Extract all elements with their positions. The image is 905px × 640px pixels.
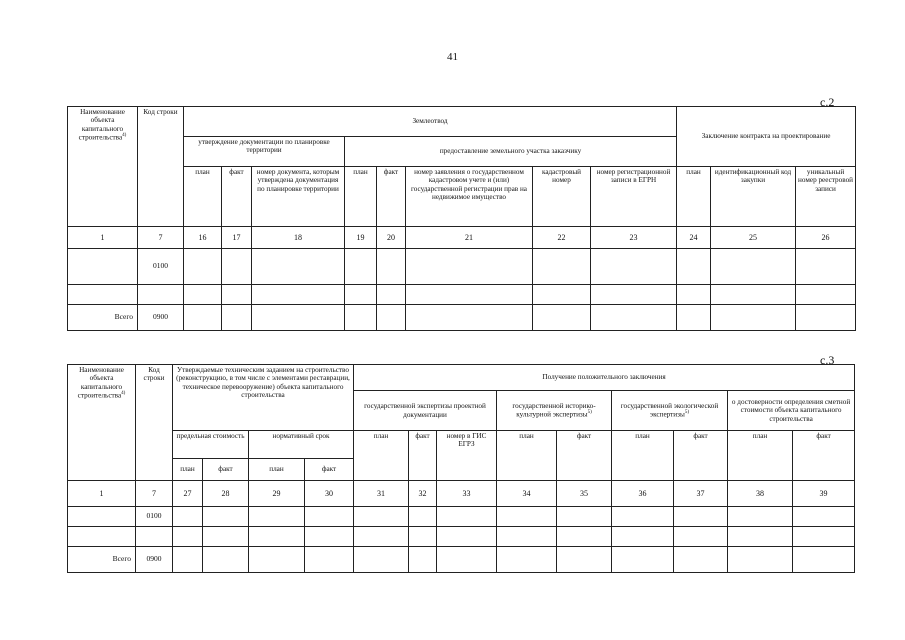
column-number: 1 [68,481,136,507]
total-row [68,305,856,331]
cell [406,249,533,285]
column-number: 36 [612,481,674,507]
cell [68,285,138,305]
cell [406,285,533,305]
column-number: 19 [345,227,377,249]
row-code: 0100 [138,249,184,285]
cell [612,547,674,573]
cell [249,527,305,547]
header-registry-number: уникальный номер реестровой записи [796,167,856,227]
cell [612,507,674,527]
table-row [68,249,856,285]
cell [249,507,305,527]
cell [677,249,711,285]
column-number: 22 [533,227,591,249]
column-number: 27 [173,481,203,507]
cell [557,527,612,547]
column-number: 34 [497,481,557,507]
cell [711,285,796,305]
header-plan: план [173,459,203,481]
cell [533,305,591,331]
header-plot-provision: предоставление земельного участка заказчику [345,137,677,167]
column-number: 33 [437,481,497,507]
column-number: 7 [136,481,173,507]
table-row [68,527,855,547]
header-technical-task: Утверждаемые техническим заданием на строительство (реконструкцию, в том числе с элементами реставрации, техническое перевооружение) объекта капитального строительства [173,365,354,431]
cell [252,249,345,285]
cell [796,305,856,331]
header-max-cost: предельная стоимость [173,431,249,459]
cell [728,507,793,527]
cell [345,285,377,305]
column-number: 16 [184,227,222,249]
cell [377,249,406,285]
header-cadastral-number: кадастровый номер [533,167,591,227]
cell [222,249,252,285]
header-plan: план [612,431,674,481]
total-code: 0900 [136,547,173,573]
header-fact: факт [793,431,855,481]
header-fact: факт [305,459,354,481]
header-row-code: Код строки [138,107,184,227]
header-fact: факт [377,167,406,227]
cell [377,305,406,331]
column-number: 30 [305,481,354,507]
column-number: 7 [138,227,184,249]
cell [409,527,437,547]
cell [591,285,677,305]
header-positive-conclusion: Получение положительного заключения [354,365,855,391]
header-plan: план [497,431,557,481]
column-number: 37 [674,481,728,507]
header-design-contract: Заключение контракта на проектирование [677,107,856,167]
cell [437,527,497,547]
cell [173,507,203,527]
cell [68,527,136,547]
cell [203,507,249,527]
cell [793,507,855,527]
cell [406,305,533,331]
cell [497,547,557,573]
column-number: 24 [677,227,711,249]
column-number: 25 [711,227,796,249]
cell [203,547,249,573]
cell [68,507,136,527]
cell [68,249,138,285]
header-fact: факт [674,431,728,481]
cell [184,285,222,305]
cell [305,527,354,547]
cell [711,305,796,331]
cell [793,547,855,573]
header-historical-expertise: государственной историко-культурной экспертизы$^{5)}$ [497,391,612,431]
cell [557,507,612,527]
total-row [68,547,855,573]
header-fact: факт [557,431,612,481]
cell [249,547,305,573]
cell [252,285,345,305]
header-approval-doc: номер документа, которым утверждена документация по планировке территории [252,167,345,227]
header-plan: план [728,431,793,481]
column-number: 38 [728,481,793,507]
header-plan: план [345,167,377,227]
cell [674,547,728,573]
header-purchase-id: идентификационный код закупки [711,167,796,227]
header-application-number: номер заявления о государственном кадастровом учете и (или) государственной регистрации прав на недвижимое имущество [406,167,533,227]
cell [793,527,855,547]
cell [591,249,677,285]
total-label: Всего [68,547,136,573]
table-row [68,285,856,305]
column-number: 29 [249,481,305,507]
cell [591,305,677,331]
header-fact: факт [203,459,249,481]
header-plan: план [677,167,711,227]
header-plan: план [249,459,305,481]
header-territory-planning: утверждение документации по планировке территории [184,137,345,167]
column-number: 26 [796,227,856,249]
cell [345,249,377,285]
cell [138,285,184,305]
cell [173,527,203,547]
header-egrn-record: номер регистрационной записи в ЕГРН [591,167,677,227]
cell [677,305,711,331]
cell [354,507,409,527]
cell [497,527,557,547]
cell [612,527,674,547]
cell [354,547,409,573]
section-3-label: с.3 [820,353,835,367]
header-estimate-reliability: о достоверности определения сметной стоимости объекта капитального строительства [728,391,855,431]
cell [437,547,497,573]
header-fact: факт [222,167,252,227]
cell [305,547,354,573]
cell [533,249,591,285]
cell [136,527,173,547]
cell [354,527,409,547]
header-land-allotment: Землеотвод [184,107,677,137]
header-state-expertise: государственной экспертизы проектной документации [354,391,497,431]
cell [203,527,249,547]
row-code: 0100 [136,507,173,527]
total-code: 0900 [138,305,184,331]
cell [222,305,252,331]
cell [711,249,796,285]
cell [173,547,203,573]
cell [533,285,591,305]
cell [222,285,252,305]
column-number: 20 [377,227,406,249]
cell [677,285,711,305]
column-number: 18 [252,227,345,249]
column-number: 1 [68,227,138,249]
header-object-name: Наименование объекта капитального строительства$^{4)}$ [68,365,136,481]
cell [409,507,437,527]
cell [252,305,345,331]
cell [409,547,437,573]
column-number: 35 [557,481,612,507]
header-fact: факт [409,431,437,481]
cell [497,507,557,527]
section-3-table [67,364,855,573]
cell [184,249,222,285]
column-number: 17 [222,227,252,249]
cell [377,285,406,305]
column-number: 31 [354,481,409,507]
cell [437,507,497,527]
cell [557,547,612,573]
header-plan: план [354,431,409,481]
column-number-row [68,227,856,249]
cell [674,527,728,547]
cell [305,507,354,527]
section-2-label: с.2 [820,95,835,109]
header-gis-number: номер в ГИС ЕГРЗ [437,431,497,481]
column-number-row [68,481,855,507]
column-number: 23 [591,227,677,249]
header-ecological-expertise: государственной экологической экспертизы$^{5)}$ [612,391,728,431]
column-number: 28 [203,481,249,507]
header-object-name: Наименование объекта капитального строительства$^{4)}$ [68,107,138,227]
cell [796,285,856,305]
cell [674,507,728,527]
section-2-table [67,106,856,331]
cell [796,249,856,285]
header-row-code: Код строки [136,365,173,481]
column-number: 32 [409,481,437,507]
header-plan: план [184,167,222,227]
column-number: 39 [793,481,855,507]
table-row [68,507,855,527]
page-number: 41 [447,51,458,63]
total-label: Всего [68,305,138,331]
cell [728,527,793,547]
column-number: 21 [406,227,533,249]
cell [184,305,222,331]
cell [728,547,793,573]
header-norm-term: нормативный срок [249,431,354,459]
cell [345,305,377,331]
